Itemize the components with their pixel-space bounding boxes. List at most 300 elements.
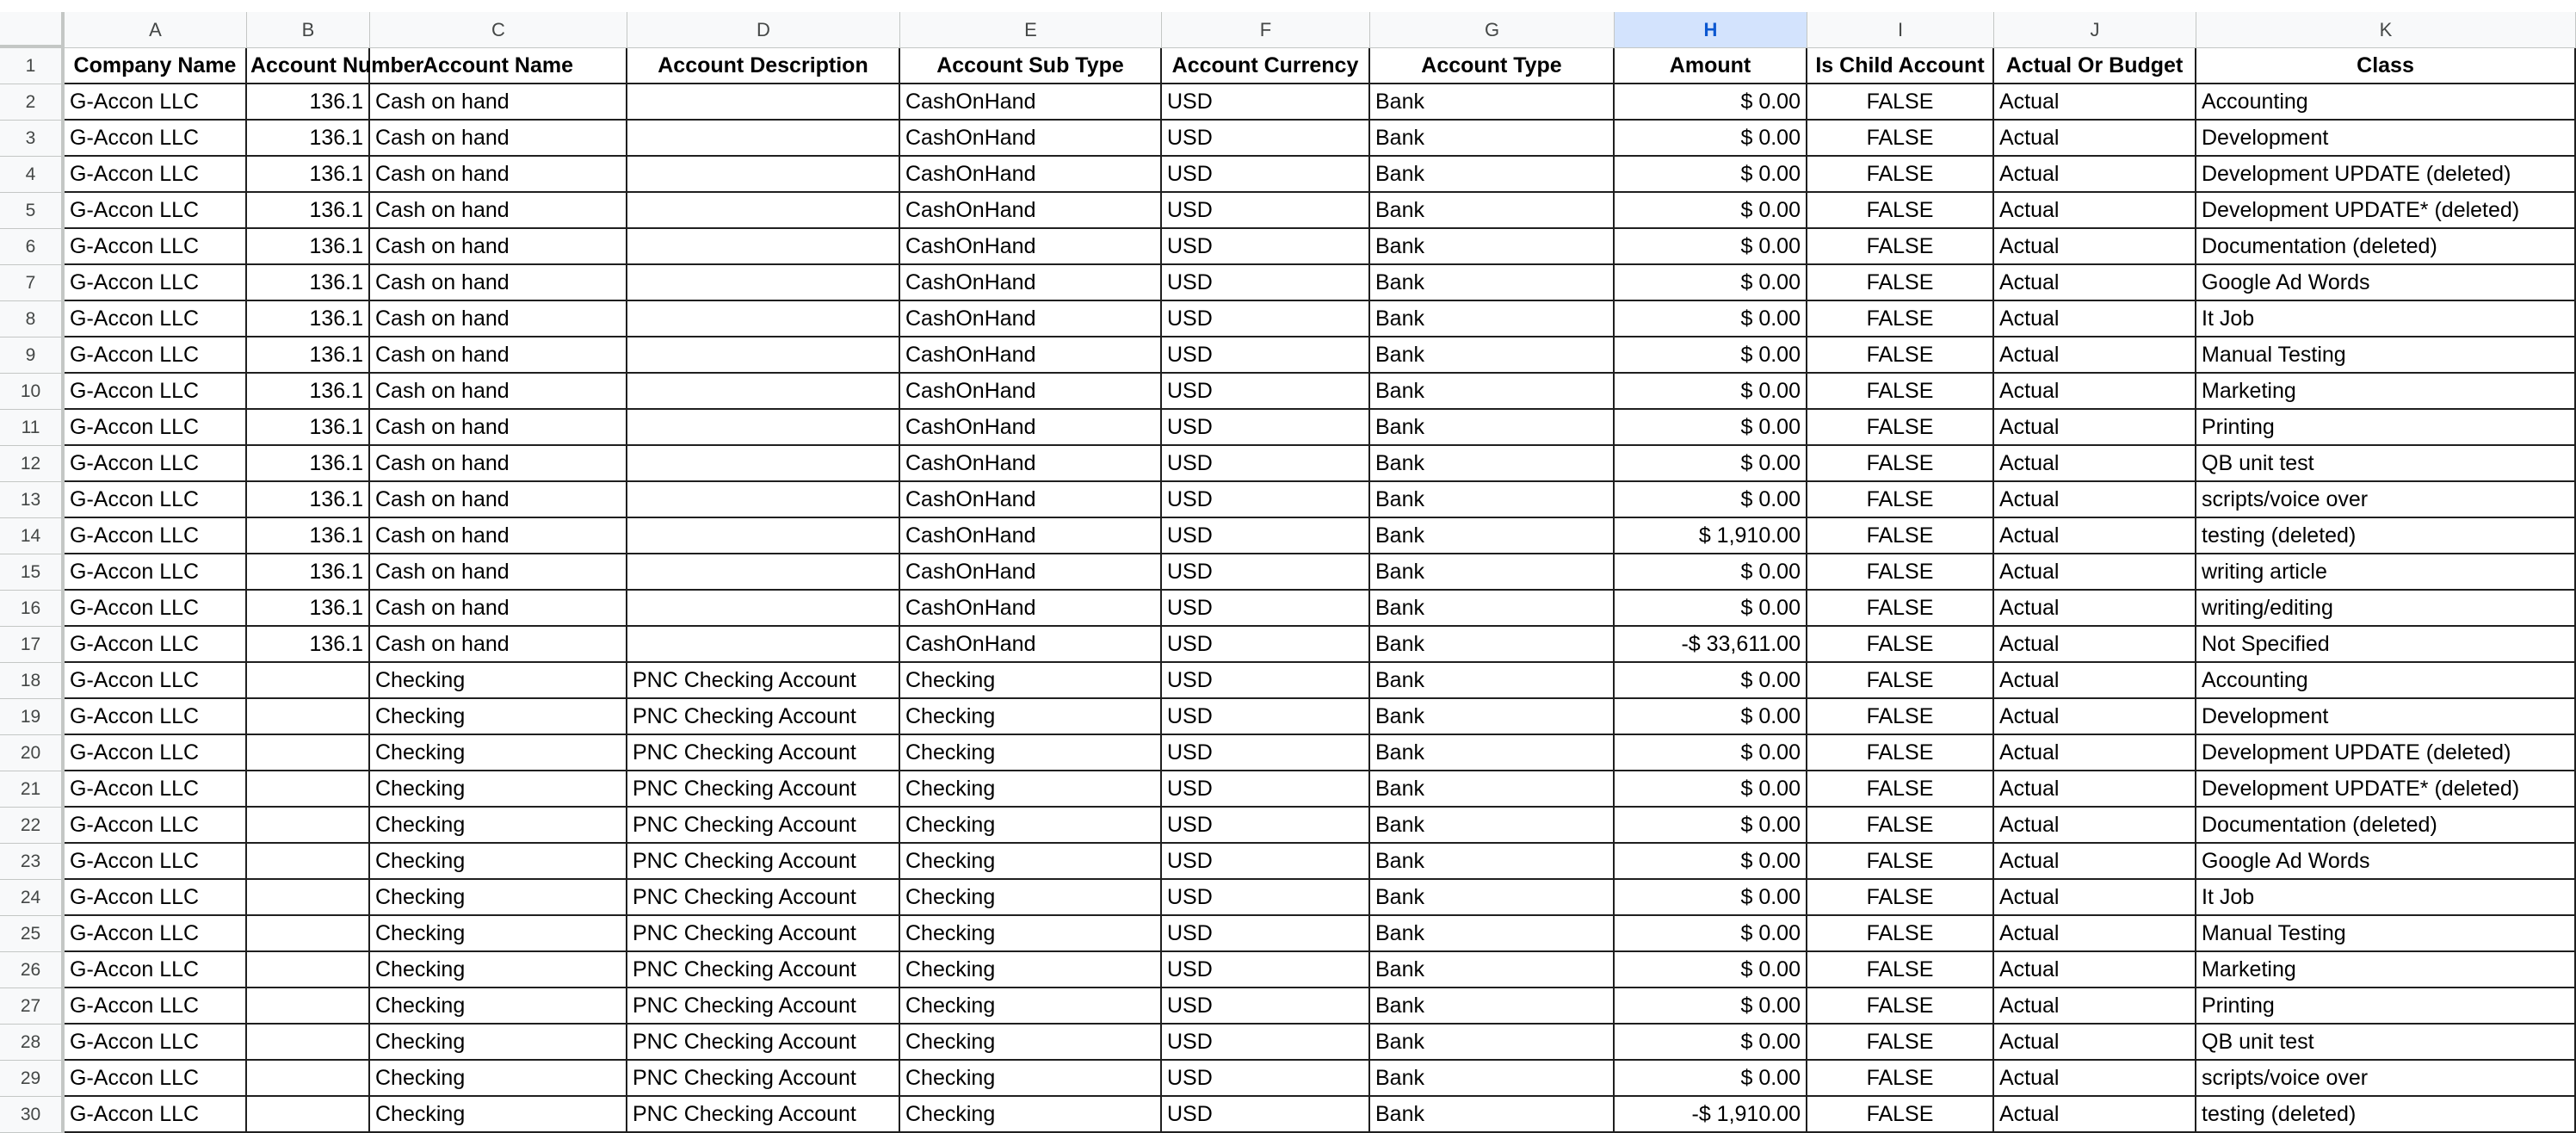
table-cell-d27[interactable]: PNC Checking Account	[627, 988, 900, 1025]
table-cell-b15[interactable]: 136.1	[247, 554, 370, 591]
table-cell-g26[interactable]: Bank	[1370, 952, 1615, 988]
row-header-15[interactable]: 15	[0, 554, 65, 591]
table-cell-f24[interactable]: USD	[1162, 880, 1370, 916]
table-cell-k8[interactable]: It Job	[2196, 301, 2576, 337]
table-cell-b9[interactable]: 136.1	[247, 337, 370, 374]
table-cell-j17[interactable]: Actual	[1994, 627, 2196, 663]
table-cell-b18[interactable]	[247, 663, 370, 699]
table-cell-e2[interactable]: CashOnHand	[900, 84, 1162, 121]
table-cell-k9[interactable]: Manual Testing	[2196, 337, 2576, 374]
table-cell-h14[interactable]: $ 1,910.00	[1615, 518, 1807, 554]
table-cell-i11[interactable]: FALSE	[1807, 410, 1994, 446]
table-cell-a30[interactable]: G-Accon LLC	[65, 1097, 247, 1133]
table-cell-a8[interactable]: G-Accon LLC	[65, 301, 247, 337]
table-cell-h15[interactable]: $ 0.00	[1615, 554, 1807, 591]
table-cell-a28[interactable]: G-Accon LLC	[65, 1025, 247, 1061]
table-cell-e23[interactable]: Checking	[900, 844, 1162, 880]
table-cell-a21[interactable]: G-Accon LLC	[65, 771, 247, 808]
table-cell-b3[interactable]: 136.1	[247, 121, 370, 157]
table-cell-j9[interactable]: Actual	[1994, 337, 2196, 374]
table-cell-i25[interactable]: FALSE	[1807, 916, 1994, 952]
table-cell-j21[interactable]: Actual	[1994, 771, 2196, 808]
row-header-19[interactable]: 19	[0, 699, 65, 735]
table-cell-g29[interactable]: Bank	[1370, 1061, 1615, 1097]
table-cell-e28[interactable]: Checking	[900, 1025, 1162, 1061]
table-cell-c27[interactable]: Checking	[370, 988, 627, 1025]
table-cell-g5[interactable]: Bank	[1370, 193, 1615, 229]
table-cell-f4[interactable]: USD	[1162, 157, 1370, 193]
table-cell-h19[interactable]: $ 0.00	[1615, 699, 1807, 735]
table-cell-i20[interactable]: FALSE	[1807, 735, 1994, 771]
table-cell-i4[interactable]: FALSE	[1807, 157, 1994, 193]
table-cell-g16[interactable]: Bank	[1370, 591, 1615, 627]
table-cell-i27[interactable]: FALSE	[1807, 988, 1994, 1025]
table-cell-d6[interactable]	[627, 229, 900, 265]
table-cell-e4[interactable]: CashOnHand	[900, 157, 1162, 193]
table-cell-c21[interactable]: Checking	[370, 771, 627, 808]
table-cell-c20[interactable]: Checking	[370, 735, 627, 771]
table-cell-a5[interactable]: G-Accon LLC	[65, 193, 247, 229]
table-cell-c14[interactable]: Cash on hand	[370, 518, 627, 554]
table-cell-a4[interactable]: G-Accon LLC	[65, 157, 247, 193]
table-cell-j20[interactable]: Actual	[1994, 735, 2196, 771]
table-cell-a18[interactable]: G-Accon LLC	[65, 663, 247, 699]
table-cell-k7[interactable]: Google Ad Words	[2196, 265, 2576, 301]
table-cell-f3[interactable]: USD	[1162, 121, 1370, 157]
table-cell-g3[interactable]: Bank	[1370, 121, 1615, 157]
table-cell-e24[interactable]: Checking	[900, 880, 1162, 916]
table-cell-d21[interactable]: PNC Checking Account	[627, 771, 900, 808]
table-cell-k27[interactable]: Printing	[2196, 988, 2576, 1025]
table-cell-b22[interactable]	[247, 808, 370, 844]
table-cell-e26[interactable]: Checking	[900, 952, 1162, 988]
table-cell-j14[interactable]: Actual	[1994, 518, 2196, 554]
table-cell-e10[interactable]: CashOnHand	[900, 374, 1162, 410]
table-cell-k5[interactable]: Development UPDATE* (deleted)	[2196, 193, 2576, 229]
table-cell-d10[interactable]	[627, 374, 900, 410]
column-header-d[interactable]: D	[627, 12, 900, 48]
table-cell-k10[interactable]: Marketing	[2196, 374, 2576, 410]
table-cell-f12[interactable]: USD	[1162, 446, 1370, 482]
table-cell-i10[interactable]: FALSE	[1807, 374, 1994, 410]
table-cell-h20[interactable]: $ 0.00	[1615, 735, 1807, 771]
table-cell-a3[interactable]: G-Accon LLC	[65, 121, 247, 157]
table-cell-h8[interactable]: $ 0.00	[1615, 301, 1807, 337]
table-cell-e18[interactable]: Checking	[900, 663, 1162, 699]
table-cell-c6[interactable]: Cash on hand	[370, 229, 627, 265]
table-cell-i19[interactable]: FALSE	[1807, 699, 1994, 735]
column-header-f[interactable]: F	[1162, 12, 1370, 48]
table-cell-a14[interactable]: G-Accon LLC	[65, 518, 247, 554]
table-cell-a24[interactable]: G-Accon LLC	[65, 880, 247, 916]
table-cell-d4[interactable]	[627, 157, 900, 193]
table-cell-d24[interactable]: PNC Checking Account	[627, 880, 900, 916]
row-header-7[interactable]: 7	[0, 265, 65, 301]
table-cell-g19[interactable]: Bank	[1370, 699, 1615, 735]
table-cell-b6[interactable]: 136.1	[247, 229, 370, 265]
table-cell-i7[interactable]: FALSE	[1807, 265, 1994, 301]
table-cell-d28[interactable]: PNC Checking Account	[627, 1025, 900, 1061]
table-cell-f2[interactable]: USD	[1162, 84, 1370, 121]
table-cell-i24[interactable]: FALSE	[1807, 880, 1994, 916]
table-cell-b26[interactable]	[247, 952, 370, 988]
table-cell-j10[interactable]: Actual	[1994, 374, 2196, 410]
table-cell-c22[interactable]: Checking	[370, 808, 627, 844]
row-header-29[interactable]: 29	[0, 1061, 65, 1097]
table-cell-b11[interactable]: 136.1	[247, 410, 370, 446]
header-cell-k[interactable]: Class	[2196, 48, 2576, 84]
row-header-2[interactable]: 2	[0, 84, 65, 121]
table-cell-b19[interactable]	[247, 699, 370, 735]
header-cell-h[interactable]: Amount	[1615, 48, 1807, 84]
table-cell-g22[interactable]: Bank	[1370, 808, 1615, 844]
table-cell-b8[interactable]: 136.1	[247, 301, 370, 337]
table-cell-d26[interactable]: PNC Checking Account	[627, 952, 900, 988]
table-cell-f9[interactable]: USD	[1162, 337, 1370, 374]
row-header-30[interactable]: 30	[0, 1097, 65, 1133]
table-cell-g27[interactable]: Bank	[1370, 988, 1615, 1025]
row-header-21[interactable]: 21	[0, 771, 65, 808]
header-cell-b[interactable]: Account Number	[247, 48, 370, 84]
table-cell-f27[interactable]: USD	[1162, 988, 1370, 1025]
table-cell-b25[interactable]	[247, 916, 370, 952]
table-cell-f19[interactable]: USD	[1162, 699, 1370, 735]
table-cell-h11[interactable]: $ 0.00	[1615, 410, 1807, 446]
table-cell-j28[interactable]: Actual	[1994, 1025, 2196, 1061]
table-cell-j22[interactable]: Actual	[1994, 808, 2196, 844]
table-cell-e22[interactable]: Checking	[900, 808, 1162, 844]
column-header-c[interactable]: C	[370, 12, 627, 48]
table-cell-b17[interactable]: 136.1	[247, 627, 370, 663]
table-cell-h2[interactable]: $ 0.00	[1615, 84, 1807, 121]
table-cell-j25[interactable]: Actual	[1994, 916, 2196, 952]
row-header-13[interactable]: 13	[0, 482, 65, 518]
table-cell-b12[interactable]: 136.1	[247, 446, 370, 482]
table-cell-c2[interactable]: Cash on hand	[370, 84, 627, 121]
table-cell-j6[interactable]: Actual	[1994, 229, 2196, 265]
table-cell-j26[interactable]: Actual	[1994, 952, 2196, 988]
table-cell-h21[interactable]: $ 0.00	[1615, 771, 1807, 808]
column-header-h[interactable]: H	[1615, 12, 1807, 48]
table-cell-f29[interactable]: USD	[1162, 1061, 1370, 1097]
table-cell-f10[interactable]: USD	[1162, 374, 1370, 410]
row-header-9[interactable]: 9	[0, 337, 65, 374]
table-cell-a22[interactable]: G-Accon LLC	[65, 808, 247, 844]
table-cell-c29[interactable]: Checking	[370, 1061, 627, 1097]
table-cell-k3[interactable]: Development	[2196, 121, 2576, 157]
table-cell-c23[interactable]: Checking	[370, 844, 627, 880]
table-cell-j13[interactable]: Actual	[1994, 482, 2196, 518]
table-cell-j4[interactable]: Actual	[1994, 157, 2196, 193]
table-cell-e12[interactable]: CashOnHand	[900, 446, 1162, 482]
table-cell-b2[interactable]: 136.1	[247, 84, 370, 121]
table-cell-e30[interactable]: Checking	[900, 1097, 1162, 1133]
row-header-24[interactable]: 24	[0, 880, 65, 916]
table-cell-k15[interactable]: writing article	[2196, 554, 2576, 591]
header-cell-a[interactable]: Company Name	[65, 48, 247, 84]
table-cell-j29[interactable]: Actual	[1994, 1061, 2196, 1097]
table-cell-a26[interactable]: G-Accon LLC	[65, 952, 247, 988]
table-cell-g15[interactable]: Bank	[1370, 554, 1615, 591]
table-cell-f16[interactable]: USD	[1162, 591, 1370, 627]
table-cell-j30[interactable]: Actual	[1994, 1097, 2196, 1133]
table-cell-e21[interactable]: Checking	[900, 771, 1162, 808]
table-cell-b10[interactable]: 136.1	[247, 374, 370, 410]
row-header-17[interactable]: 17	[0, 627, 65, 663]
table-cell-f14[interactable]: USD	[1162, 518, 1370, 554]
table-cell-h30[interactable]: -$ 1,910.00	[1615, 1097, 1807, 1133]
table-cell-j15[interactable]: Actual	[1994, 554, 2196, 591]
table-cell-a27[interactable]: G-Accon LLC	[65, 988, 247, 1025]
table-cell-k4[interactable]: Development UPDATE (deleted)	[2196, 157, 2576, 193]
table-cell-i3[interactable]: FALSE	[1807, 121, 1994, 157]
table-cell-c5[interactable]: Cash on hand	[370, 193, 627, 229]
table-cell-d12[interactable]	[627, 446, 900, 482]
table-cell-f5[interactable]: USD	[1162, 193, 1370, 229]
table-cell-b23[interactable]	[247, 844, 370, 880]
table-cell-c15[interactable]: Cash on hand	[370, 554, 627, 591]
table-cell-e13[interactable]: CashOnHand	[900, 482, 1162, 518]
row-header-27[interactable]: 27	[0, 988, 65, 1025]
row-header-11[interactable]: 11	[0, 410, 65, 446]
table-cell-a25[interactable]: G-Accon LLC	[65, 916, 247, 952]
table-cell-c16[interactable]: Cash on hand	[370, 591, 627, 627]
table-cell-g25[interactable]: Bank	[1370, 916, 1615, 952]
table-cell-i13[interactable]: FALSE	[1807, 482, 1994, 518]
table-cell-k20[interactable]: Development UPDATE (deleted)	[2196, 735, 2576, 771]
table-cell-c10[interactable]: Cash on hand	[370, 374, 627, 410]
table-cell-k19[interactable]: Development	[2196, 699, 2576, 735]
table-cell-k13[interactable]: scripts/voice over	[2196, 482, 2576, 518]
table-cell-d2[interactable]	[627, 84, 900, 121]
table-cell-d30[interactable]: PNC Checking Account	[627, 1097, 900, 1133]
table-cell-b4[interactable]: 136.1	[247, 157, 370, 193]
table-cell-a12[interactable]: G-Accon LLC	[65, 446, 247, 482]
table-cell-e17[interactable]: CashOnHand	[900, 627, 1162, 663]
row-header-18[interactable]: 18	[0, 663, 65, 699]
table-cell-g23[interactable]: Bank	[1370, 844, 1615, 880]
table-cell-e16[interactable]: CashOnHand	[900, 591, 1162, 627]
table-cell-k16[interactable]: writing/editing	[2196, 591, 2576, 627]
table-cell-i29[interactable]: FALSE	[1807, 1061, 1994, 1097]
table-cell-h18[interactable]: $ 0.00	[1615, 663, 1807, 699]
table-cell-e15[interactable]: CashOnHand	[900, 554, 1162, 591]
table-cell-g28[interactable]: Bank	[1370, 1025, 1615, 1061]
row-header-3[interactable]: 3	[0, 121, 65, 157]
column-header-k[interactable]: K	[2196, 12, 2576, 48]
table-cell-j5[interactable]: Actual	[1994, 193, 2196, 229]
table-cell-k22[interactable]: Documentation (deleted)	[2196, 808, 2576, 844]
table-cell-j11[interactable]: Actual	[1994, 410, 2196, 446]
table-cell-d17[interactable]	[627, 627, 900, 663]
table-cell-b14[interactable]: 136.1	[247, 518, 370, 554]
table-cell-h7[interactable]: $ 0.00	[1615, 265, 1807, 301]
column-header-j[interactable]: J	[1994, 12, 2196, 48]
table-cell-a2[interactable]: G-Accon LLC	[65, 84, 247, 121]
table-cell-g7[interactable]: Bank	[1370, 265, 1615, 301]
table-cell-j27[interactable]: Actual	[1994, 988, 2196, 1025]
table-cell-d22[interactable]: PNC Checking Account	[627, 808, 900, 844]
table-cell-g30[interactable]: Bank	[1370, 1097, 1615, 1133]
column-header-e[interactable]: E	[900, 12, 1162, 48]
table-cell-c24[interactable]: Checking	[370, 880, 627, 916]
select-all-corner[interactable]	[0, 12, 65, 48]
table-cell-g6[interactable]: Bank	[1370, 229, 1615, 265]
table-cell-f18[interactable]: USD	[1162, 663, 1370, 699]
table-cell-c11[interactable]: Cash on hand	[370, 410, 627, 446]
table-cell-h9[interactable]: $ 0.00	[1615, 337, 1807, 374]
table-cell-i22[interactable]: FALSE	[1807, 808, 1994, 844]
table-cell-d7[interactable]	[627, 265, 900, 301]
header-cell-g[interactable]: Account Type	[1370, 48, 1615, 84]
row-header-16[interactable]: 16	[0, 591, 65, 627]
table-cell-a7[interactable]: G-Accon LLC	[65, 265, 247, 301]
table-cell-a11[interactable]: G-Accon LLC	[65, 410, 247, 446]
table-cell-j8[interactable]: Actual	[1994, 301, 2196, 337]
table-cell-d20[interactable]: PNC Checking Account	[627, 735, 900, 771]
table-cell-g10[interactable]: Bank	[1370, 374, 1615, 410]
table-cell-h13[interactable]: $ 0.00	[1615, 482, 1807, 518]
table-cell-i16[interactable]: FALSE	[1807, 591, 1994, 627]
table-cell-j24[interactable]: Actual	[1994, 880, 2196, 916]
table-cell-c28[interactable]: Checking	[370, 1025, 627, 1061]
table-cell-a9[interactable]: G-Accon LLC	[65, 337, 247, 374]
table-cell-f22[interactable]: USD	[1162, 808, 1370, 844]
table-cell-f23[interactable]: USD	[1162, 844, 1370, 880]
table-cell-d16[interactable]	[627, 591, 900, 627]
header-cell-j[interactable]: Actual Or Budget	[1994, 48, 2196, 84]
table-cell-j16[interactable]: Actual	[1994, 591, 2196, 627]
table-cell-i28[interactable]: FALSE	[1807, 1025, 1994, 1061]
table-cell-f13[interactable]: USD	[1162, 482, 1370, 518]
column-header-g[interactable]: G	[1370, 12, 1615, 48]
table-cell-c3[interactable]: Cash on hand	[370, 121, 627, 157]
table-cell-e25[interactable]: Checking	[900, 916, 1162, 952]
table-cell-g11[interactable]: Bank	[1370, 410, 1615, 446]
table-cell-j7[interactable]: Actual	[1994, 265, 2196, 301]
table-cell-b5[interactable]: 136.1	[247, 193, 370, 229]
table-cell-h22[interactable]: $ 0.00	[1615, 808, 1807, 844]
table-cell-g24[interactable]: Bank	[1370, 880, 1615, 916]
table-cell-e20[interactable]: Checking	[900, 735, 1162, 771]
table-cell-f15[interactable]: USD	[1162, 554, 1370, 591]
header-cell-d[interactable]: Account Description	[627, 48, 900, 84]
row-header-14[interactable]: 14	[0, 518, 65, 554]
table-cell-f8[interactable]: USD	[1162, 301, 1370, 337]
table-cell-a15[interactable]: G-Accon LLC	[65, 554, 247, 591]
table-cell-h16[interactable]: $ 0.00	[1615, 591, 1807, 627]
table-cell-b24[interactable]	[247, 880, 370, 916]
table-cell-c8[interactable]: Cash on hand	[370, 301, 627, 337]
table-cell-e3[interactable]: CashOnHand	[900, 121, 1162, 157]
table-cell-j23[interactable]: Actual	[1994, 844, 2196, 880]
table-cell-f6[interactable]: USD	[1162, 229, 1370, 265]
table-cell-h28[interactable]: $ 0.00	[1615, 1025, 1807, 1061]
table-cell-f25[interactable]: USD	[1162, 916, 1370, 952]
table-cell-k23[interactable]: Google Ad Words	[2196, 844, 2576, 880]
table-cell-d9[interactable]	[627, 337, 900, 374]
table-cell-d15[interactable]	[627, 554, 900, 591]
table-cell-g20[interactable]: Bank	[1370, 735, 1615, 771]
table-cell-h4[interactable]: $ 0.00	[1615, 157, 1807, 193]
table-cell-i9[interactable]: FALSE	[1807, 337, 1994, 374]
table-cell-g14[interactable]: Bank	[1370, 518, 1615, 554]
table-cell-i17[interactable]: FALSE	[1807, 627, 1994, 663]
table-cell-e19[interactable]: Checking	[900, 699, 1162, 735]
row-header-8[interactable]: 8	[0, 301, 65, 337]
table-cell-i12[interactable]: FALSE	[1807, 446, 1994, 482]
row-header-22[interactable]: 22	[0, 808, 65, 844]
table-cell-a6[interactable]: G-Accon LLC	[65, 229, 247, 265]
table-cell-a17[interactable]: G-Accon LLC	[65, 627, 247, 663]
table-cell-e27[interactable]: Checking	[900, 988, 1162, 1025]
table-cell-f30[interactable]: USD	[1162, 1097, 1370, 1133]
table-cell-d11[interactable]	[627, 410, 900, 446]
table-cell-g2[interactable]: Bank	[1370, 84, 1615, 121]
table-cell-d19[interactable]: PNC Checking Account	[627, 699, 900, 735]
table-cell-f17[interactable]: USD	[1162, 627, 1370, 663]
table-cell-e7[interactable]: CashOnHand	[900, 265, 1162, 301]
table-cell-a20[interactable]: G-Accon LLC	[65, 735, 247, 771]
column-header-i[interactable]: I	[1807, 12, 1994, 48]
table-cell-d25[interactable]: PNC Checking Account	[627, 916, 900, 952]
table-cell-a19[interactable]: G-Accon LLC	[65, 699, 247, 735]
table-cell-c30[interactable]: Checking	[370, 1097, 627, 1133]
table-cell-k30[interactable]: testing (deleted)	[2196, 1097, 2576, 1133]
table-cell-d13[interactable]	[627, 482, 900, 518]
table-cell-f11[interactable]: USD	[1162, 410, 1370, 446]
table-cell-k28[interactable]: QB unit test	[2196, 1025, 2576, 1061]
table-cell-e11[interactable]: CashOnHand	[900, 410, 1162, 446]
table-cell-a13[interactable]: G-Accon LLC	[65, 482, 247, 518]
table-cell-c25[interactable]: Checking	[370, 916, 627, 952]
table-cell-e14[interactable]: CashOnHand	[900, 518, 1162, 554]
table-cell-f7[interactable]: USD	[1162, 265, 1370, 301]
table-cell-d3[interactable]	[627, 121, 900, 157]
row-header-20[interactable]: 20	[0, 735, 65, 771]
table-cell-k24[interactable]: It Job	[2196, 880, 2576, 916]
table-cell-e6[interactable]: CashOnHand	[900, 229, 1162, 265]
table-cell-b28[interactable]	[247, 1025, 370, 1061]
table-cell-b20[interactable]	[247, 735, 370, 771]
table-cell-i5[interactable]: FALSE	[1807, 193, 1994, 229]
table-cell-i30[interactable]: FALSE	[1807, 1097, 1994, 1133]
table-cell-j19[interactable]: Actual	[1994, 699, 2196, 735]
table-cell-i23[interactable]: FALSE	[1807, 844, 1994, 880]
row-header-26[interactable]: 26	[0, 952, 65, 988]
table-cell-h3[interactable]: $ 0.00	[1615, 121, 1807, 157]
table-cell-c13[interactable]: Cash on hand	[370, 482, 627, 518]
table-cell-g9[interactable]: Bank	[1370, 337, 1615, 374]
table-cell-g13[interactable]: Bank	[1370, 482, 1615, 518]
table-cell-g12[interactable]: Bank	[1370, 446, 1615, 482]
table-cell-c4[interactable]: Cash on hand	[370, 157, 627, 193]
table-cell-f20[interactable]: USD	[1162, 735, 1370, 771]
table-cell-j2[interactable]: Actual	[1994, 84, 2196, 121]
table-cell-h23[interactable]: $ 0.00	[1615, 844, 1807, 880]
table-cell-d29[interactable]: PNC Checking Account	[627, 1061, 900, 1097]
table-cell-g4[interactable]: Bank	[1370, 157, 1615, 193]
table-cell-d23[interactable]: PNC Checking Account	[627, 844, 900, 880]
table-cell-f26[interactable]: USD	[1162, 952, 1370, 988]
table-cell-i15[interactable]: FALSE	[1807, 554, 1994, 591]
table-cell-g21[interactable]: Bank	[1370, 771, 1615, 808]
table-cell-c19[interactable]: Checking	[370, 699, 627, 735]
table-cell-j18[interactable]: Actual	[1994, 663, 2196, 699]
table-cell-h17[interactable]: -$ 33,611.00	[1615, 627, 1807, 663]
table-cell-b7[interactable]: 136.1	[247, 265, 370, 301]
row-header-10[interactable]: 10	[0, 374, 65, 410]
